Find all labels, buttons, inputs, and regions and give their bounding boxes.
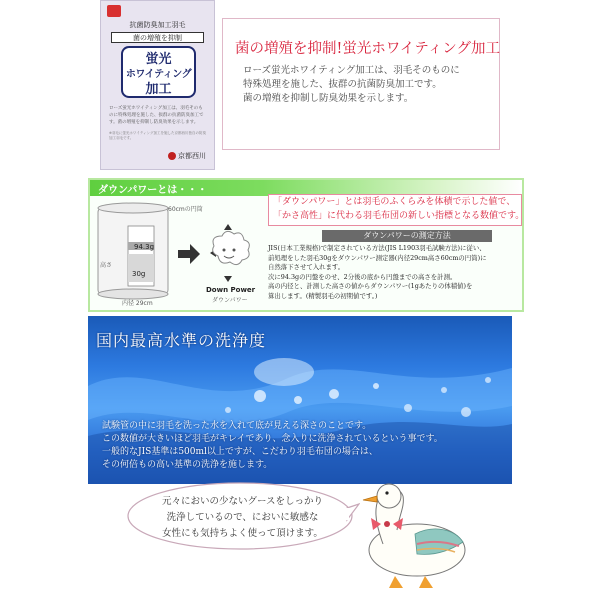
brand-logo-icon [107,5,121,17]
method-line: 算出します。(精製羽毛の初期値です。) [268,291,378,300]
water-text-line: その何倍もの高い基準の洗浄を施します。 [102,460,273,470]
tag-badge-line2: ホワイティング [125,69,192,80]
headline-body [243,64,460,106]
method-body [268,244,522,302]
bubble-text-line: 女性にも気持ちよく使って頂けます。 [162,528,323,539]
tag-title: 抗菌防臭加工羽毛 [129,21,186,29]
down-power-en-label: Down Power [206,286,256,294]
maker-logo-icon [168,152,176,160]
method-line: 自然落下させて入れます。 [268,263,345,272]
bubble-text [125,494,360,542]
cylinder-label: 60cmの円筒 [168,206,203,213]
headline-body-line: 菌の増殖を抑制し防臭効果を示します。 [243,93,414,104]
method-line: 高の内径と、計測した高さの値からダウンパワー(1gあたりの体積値)を [268,282,473,291]
water-text-line: この数値が大きいほど羽毛がキレイであり、念入りに洗浄されているという事です。 [102,434,443,444]
bubble-text-line: 洗浄しているので、においに敏感な [166,512,319,523]
highlight-line: 「かさ高性」に代わる羽毛布団の新しい指標となる数値です。 [273,211,525,221]
weight-low-label: 30g [132,270,146,278]
product-tag-image [100,0,215,170]
tag-description: ローズ蛍光ホワイティング加工は、羽毛そのものに特殊処理を施した、抜群の抗菌防臭加工です。菌の増殖を抑制し防臭効果を示します。 [109,106,204,125]
headline-body-line: ローズ蛍光ホワイティング加工は、羽毛そのものに [243,65,460,76]
down-power-section [88,178,524,312]
weight-label: 94.3g [134,243,155,251]
method-line: 次に94.3gの円盤をのせ、2分後の底から円盤までの高さを計測。 [268,272,457,281]
inner-diameter-label: 内径 29cm [122,300,153,307]
headline-body-line: 特殊処理を施した、抜群の抗菌防臭加工です。 [243,79,442,90]
highlight-line: 「ダウンパワー」とは羽毛のふくらみを体積で示した値で、 [273,197,516,207]
water-section [88,316,512,484]
bubble-text-line: 元々においの少ないグースをしっかり [161,496,324,507]
arrow-icon [178,244,200,264]
method-line: 前処理をした羽毛30gをダウンパワー測定器(内径29cm高さ60cmの円筒)に [268,253,487,262]
water-text-line: 一般的なJIS基準は500ml以上ですが、こだわり羽毛布団の場合は、 [102,447,378,457]
water-title: 国内最高水準の洗浄度 [96,331,267,350]
tag-badge-line3: 加工 [145,82,172,97]
tag-maker [168,151,206,161]
height-label: 高さ [100,262,113,269]
speech-bubble [125,478,360,553]
tag-badge [121,46,196,98]
down-power-highlight [268,194,525,226]
down-puff-icon [213,231,250,264]
method-line: JIS(日本工業規格)で制定されている方法(JIS L1903羽毛試験方法)に従い、 [268,244,486,252]
headline-box [222,18,500,150]
tag-subtitle: 菌の増殖を抑制 [111,32,204,43]
goose-illustration-icon [355,472,485,597]
tag-footnote: ※羽毛に蛍光ホワイティング加工を施した京都西川独自の防臭加工羽毛です。 [109,131,206,140]
tag-maker-label: 京都西川 [178,152,206,160]
water-text [102,420,443,472]
down-power-jp-label: ダウンパワー [212,297,248,304]
tag-badge-line1: 蛍光 [145,52,172,67]
headline-title: 菌の増殖を抑制!蛍光ホワイティング加工 [235,41,500,57]
method-title: ダウンパワーの測定方法 [322,230,492,242]
water-text-line: 試験管の中に羽毛を洗った水を入れて底が見える深さのことです。 [102,421,372,431]
down-power-banner-label: ダウンパワーとは・・・ [98,185,208,196]
